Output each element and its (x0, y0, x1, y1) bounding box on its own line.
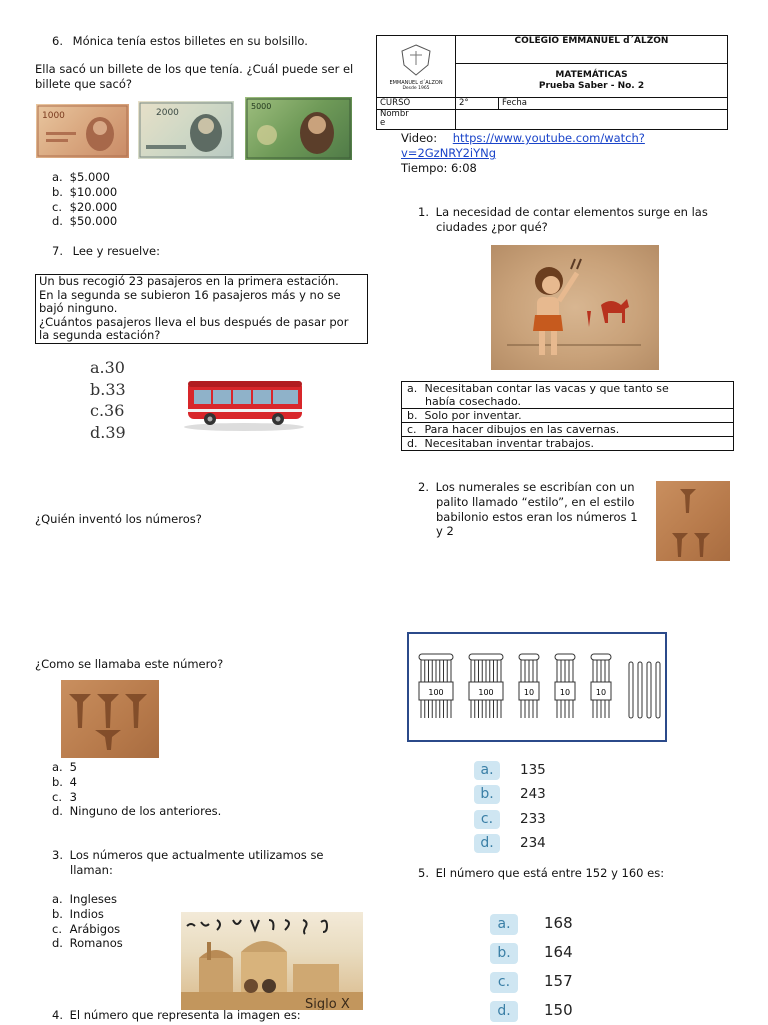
option-c[interactable]: c. 157 (490, 967, 573, 996)
cuneiform-one-two-image (656, 481, 730, 561)
stick-bundle-10 (519, 654, 539, 718)
bundle-label: 10 (559, 688, 571, 697)
bundles-figure (407, 632, 667, 742)
option-b[interactable]: b. $10.000 (52, 184, 118, 199)
who-invented-question: ¿Quién inventó los números? (35, 512, 202, 526)
q6-heading (52, 34, 308, 48)
bus-image (182, 371, 308, 433)
name-label: Nombr e (377, 110, 456, 130)
banknote-2000-image (138, 101, 234, 159)
video-time: Tiempo: 6:08 (401, 161, 477, 175)
option-c[interactable]: c. 233 (474, 807, 546, 831)
banknote-5000-value: 5000 (251, 102, 272, 111)
question-number: 1. (418, 205, 429, 219)
q6-prompt-line-2: billete que sacó? (35, 77, 133, 91)
video-info (401, 131, 645, 176)
option-a[interactable]: a. $5.000 (52, 170, 110, 184)
question-text: El número que representa la imagen es: (69, 1008, 301, 1022)
option-a[interactable]: a. 168 (490, 909, 573, 938)
option-d[interactable]: d. Romanos (52, 936, 123, 951)
loose-stick (629, 662, 633, 718)
stick-bundle-100 (469, 654, 503, 718)
stick-bundle-10 (591, 654, 611, 718)
test-name: Prueba Saber - No. 2 (538, 80, 645, 91)
q6-options (52, 170, 117, 229)
subject-cell (456, 64, 728, 98)
question-text: La necesidad de contar elementos surge en las (435, 205, 708, 219)
bundle-label: 100 (428, 688, 444, 697)
question-number: 7. (52, 244, 63, 258)
caveman-image (491, 245, 659, 370)
option-a[interactable]: a.30 (90, 358, 125, 377)
what-number-question: ¿Como se llamaba este número? (35, 657, 224, 671)
option-d[interactable]: d. Necesitaban inventar trabajos. (402, 437, 734, 451)
banknote-1000-value: 1000 (42, 111, 65, 121)
loose-stick (647, 662, 651, 718)
bundle-label: 10 (595, 688, 607, 697)
q2-text: 2. Los numerales se escribían con un palito llamado “estilo”, en el estilo babilonio estos eran los números 1 y 2 (418, 480, 638, 539)
option-d[interactable]: d.39 (90, 422, 126, 442)
question-text: Mónica tenía estos billetes en su bolsillo. (72, 34, 308, 48)
image-caption: Siglo X (305, 997, 350, 1010)
option-b[interactable]: b. 164 (490, 938, 573, 967)
logo-sub: Desde 1965 (402, 85, 430, 91)
q1-options-table (401, 381, 734, 451)
banknote-5000-image (245, 97, 352, 160)
question-number: 4. (52, 1008, 63, 1022)
option-a[interactable]: a. Ingleses (52, 892, 117, 906)
arabic-numerals-image (181, 912, 363, 1010)
problem-line: la segunda estación? (39, 328, 161, 343)
q3-heading (52, 848, 324, 878)
q5-options (490, 909, 573, 1025)
option-a[interactable]: a. Necesitaban contar las vacas y que tanto se había cosechado. (402, 382, 734, 409)
question-text: El número que está entre 152 y 160 es: (435, 866, 665, 880)
bundle-label: 10 (523, 688, 535, 697)
option-d[interactable]: d. 234 (474, 831, 546, 855)
video-label: Video: (401, 131, 438, 145)
problem-line: bajó ninguno. (39, 301, 118, 316)
q1-heading (418, 205, 708, 235)
question-number: 2. (418, 480, 429, 494)
school-crest-icon (396, 43, 436, 77)
banknote-1000-image (36, 104, 129, 158)
option-c[interactable]: c. Arábigos (52, 921, 121, 936)
q4-heading (52, 1008, 301, 1022)
date-label: Fecha (499, 98, 728, 110)
option-d[interactable]: d. 150 (490, 996, 573, 1025)
what-number-options (52, 760, 221, 819)
option-b[interactable]: b.33 (90, 379, 126, 399)
banknote-2000-value: 2000 (156, 108, 179, 118)
option-c[interactable]: c. Para hacer dibujos en las cavernas. (402, 423, 734, 437)
problem-line: ¿Cuántos pasajeros lleva el bus después de pasar por (39, 314, 349, 329)
q7-heading (52, 244, 160, 258)
question-text-2: llaman: (70, 862, 113, 877)
question-number: 5. (418, 866, 429, 880)
question-text-2: ciudades ¿por qué? (436, 219, 548, 234)
stick-bundle-100 (419, 654, 453, 718)
subject: MATEMÁTICAS (555, 69, 628, 80)
school-name: COLEGIO EMMANUEL d´ALZON (456, 36, 728, 64)
option-c[interactable]: c.36 (90, 401, 125, 420)
question-text: Lee y resuelve: (72, 244, 160, 258)
course-label: CURSO (377, 98, 456, 110)
q3-options (52, 892, 123, 951)
school-logo (377, 36, 456, 98)
question-text: Los números que actualmente utilizamos se (69, 848, 324, 862)
video-link-cont[interactable]: v=2GzNRY2iYNg (401, 146, 497, 160)
school-header-table (376, 35, 728, 130)
q7-problem-box (35, 274, 368, 344)
problem-line: Un bus recogió 23 pasajeros en la primera estación. (39, 274, 339, 288)
q4-options (474, 758, 546, 855)
cuneiform-three-image (61, 680, 159, 758)
video-link[interactable]: https://www.youtube.com/watch? (452, 131, 645, 145)
q5-heading (418, 866, 664, 880)
question-number: 3. (52, 848, 63, 862)
option-a[interactable]: a. 135 (474, 758, 546, 782)
bundle-label: 100 (478, 688, 494, 697)
logo-text: EMMANUEL d´ALZON (389, 79, 443, 86)
option-b[interactable]: b. 4 (52, 774, 77, 789)
option-b[interactable]: b. Solo por inventar. (402, 409, 734, 423)
option-d[interactable]: d. Ninguno de los anteriores. (52, 804, 222, 819)
option-a[interactable]: a. 5 (52, 760, 77, 774)
loose-stick (638, 662, 642, 718)
option-c[interactable]: c. $20.000 (52, 199, 118, 214)
option-d[interactable]: d. $50.000 (52, 214, 118, 229)
loose-stick (656, 662, 660, 718)
q7-options (90, 357, 126, 443)
question-number: 6. (52, 34, 63, 48)
option-b[interactable]: b. 243 (474, 782, 546, 806)
name-field[interactable] (456, 110, 728, 130)
option-b[interactable]: b. Indios (52, 906, 104, 921)
course-value: 2° (456, 98, 499, 110)
problem-line: En la segunda se subieron 16 pasajeros más y no se (39, 287, 341, 302)
option-c[interactable]: c. 3 (52, 789, 77, 804)
stick-bundle-10 (555, 654, 575, 718)
q6-prompt-line-1: Ella sacó un billete de los que tenía. ¿Cuál puede ser el (35, 62, 354, 76)
